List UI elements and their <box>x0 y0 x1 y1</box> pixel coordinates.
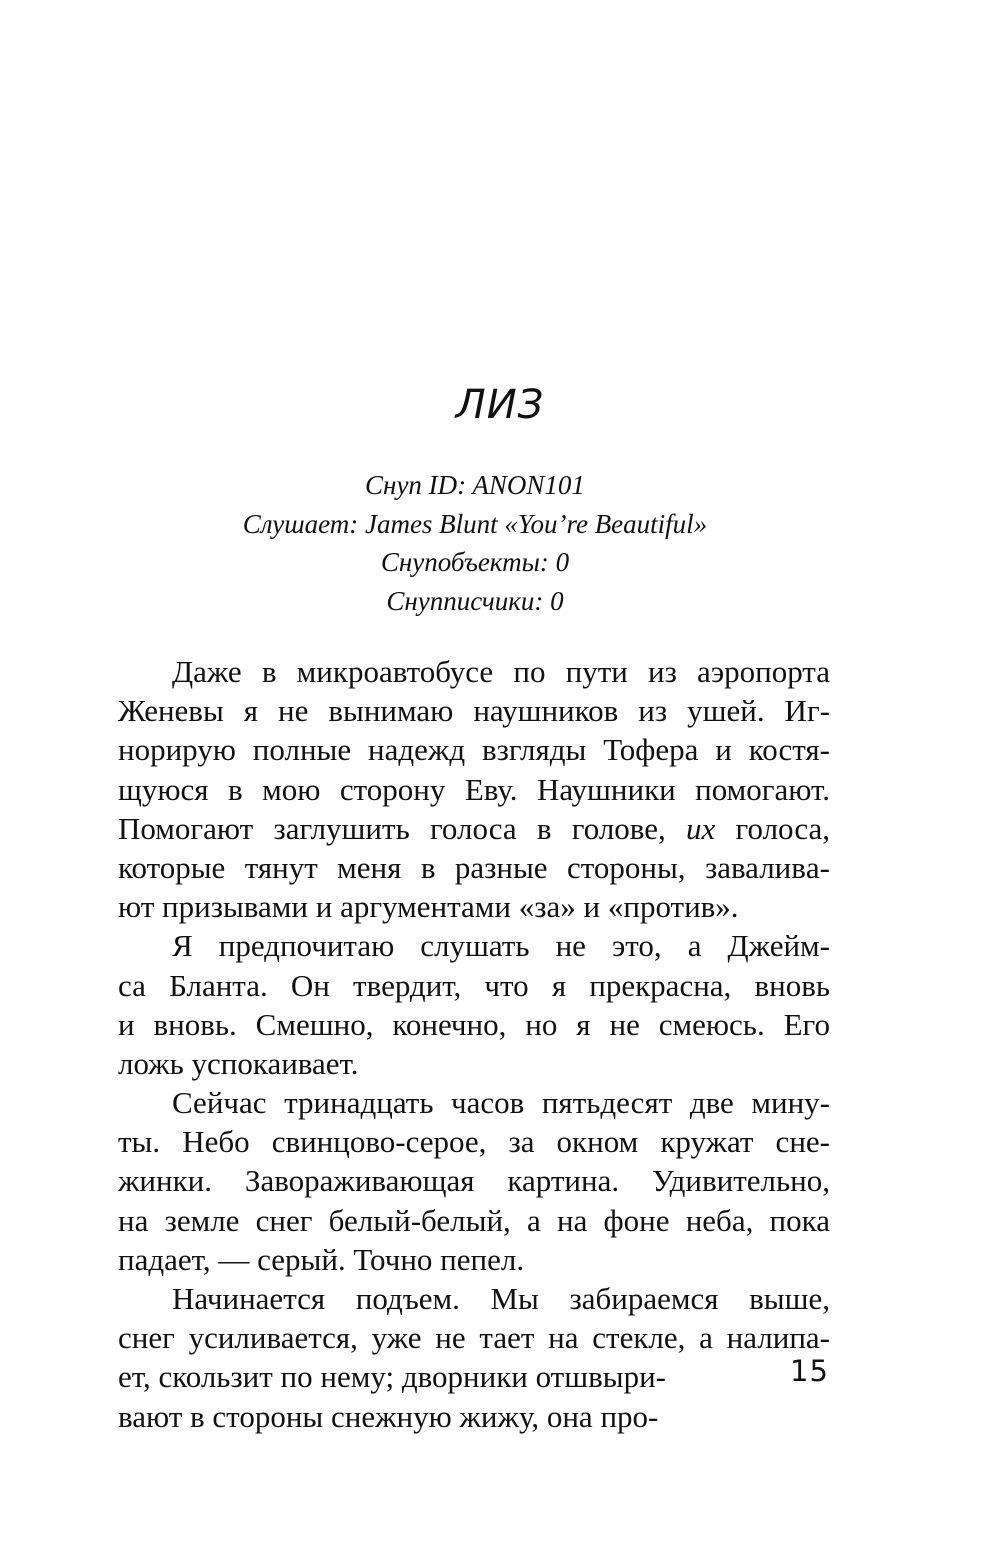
snoop-id: Снуп ID: ANON101 <box>365 470 585 500</box>
text-line: которые тянут меня в разные стороны, заваливa- <box>118 849 830 885</box>
text-line: Сейчас тринадцать часов пятьдесят две мину- <box>172 1085 830 1121</box>
emphasis: их <box>686 810 716 846</box>
text-line: са Бланта. Он твердит, что я прекрасна, вновь <box>118 967 830 1003</box>
text-line: ет, скользит по нему; дворники отшвыри- <box>118 1359 666 1395</box>
text-line: на земле снег белый-белый, а на фоне неба, пока <box>118 1202 830 1238</box>
text-line: падает, — серый. Точно пепел. <box>118 1241 525 1277</box>
text-line: вают в стороны снежную жижу, она про- <box>118 1398 659 1434</box>
text-line: ты. Небо свинцово-серое, за окном кружат сне- <box>118 1124 830 1160</box>
paragraph <box>118 926 830 1083</box>
chapter-metadata <box>0 466 950 620</box>
paragraph <box>118 1279 830 1436</box>
paragraph <box>118 1083 830 1279</box>
listening-track: Слушает: James Blunt «You’re Beautiful» <box>242 508 708 539</box>
text-line: норирую полные надежд взгляды Тофера и костя- <box>118 732 830 768</box>
text-line: Начинается подъем. Мы забираемся выше, <box>172 1281 830 1316</box>
text-line: Я предпочитаю слушать не это, а Джейм- <box>172 928 830 964</box>
text-line: снег усиливается, уже не тает на стекле, а налипа- <box>118 1320 830 1356</box>
text-line: щуюся в мою сторону Еву. Наушники помогают. <box>118 771 830 807</box>
text-line: Женевы я не вынимаю наушников из ушей. Иг- <box>118 693 830 729</box>
text-line: ют призывами и аргументами «за» и «против». <box>118 889 739 925</box>
chapter-title: ЛИЗ <box>455 382 545 428</box>
text-line: Помогают заглушить голоса в голове, их голоса, <box>118 810 830 846</box>
snoop-subscribers-count: Снупписчики: 0 <box>386 585 564 616</box>
snoop-objects-count: Снупобъекты: 0 <box>380 547 570 577</box>
text-line: ложь успокаивает. <box>118 1045 359 1081</box>
text-line: жинки. Завораживающая картина. Удивительно, <box>118 1163 830 1199</box>
body-text <box>118 652 830 1436</box>
paragraph <box>118 652 830 926</box>
page-number: 15 <box>790 1354 829 1388</box>
text-line: и вновь. Смешно, конечно, но я не смеюсь. Его <box>118 1006 830 1042</box>
text-line: Даже в микроавтобусе по пути из аэропорта <box>172 654 830 689</box>
